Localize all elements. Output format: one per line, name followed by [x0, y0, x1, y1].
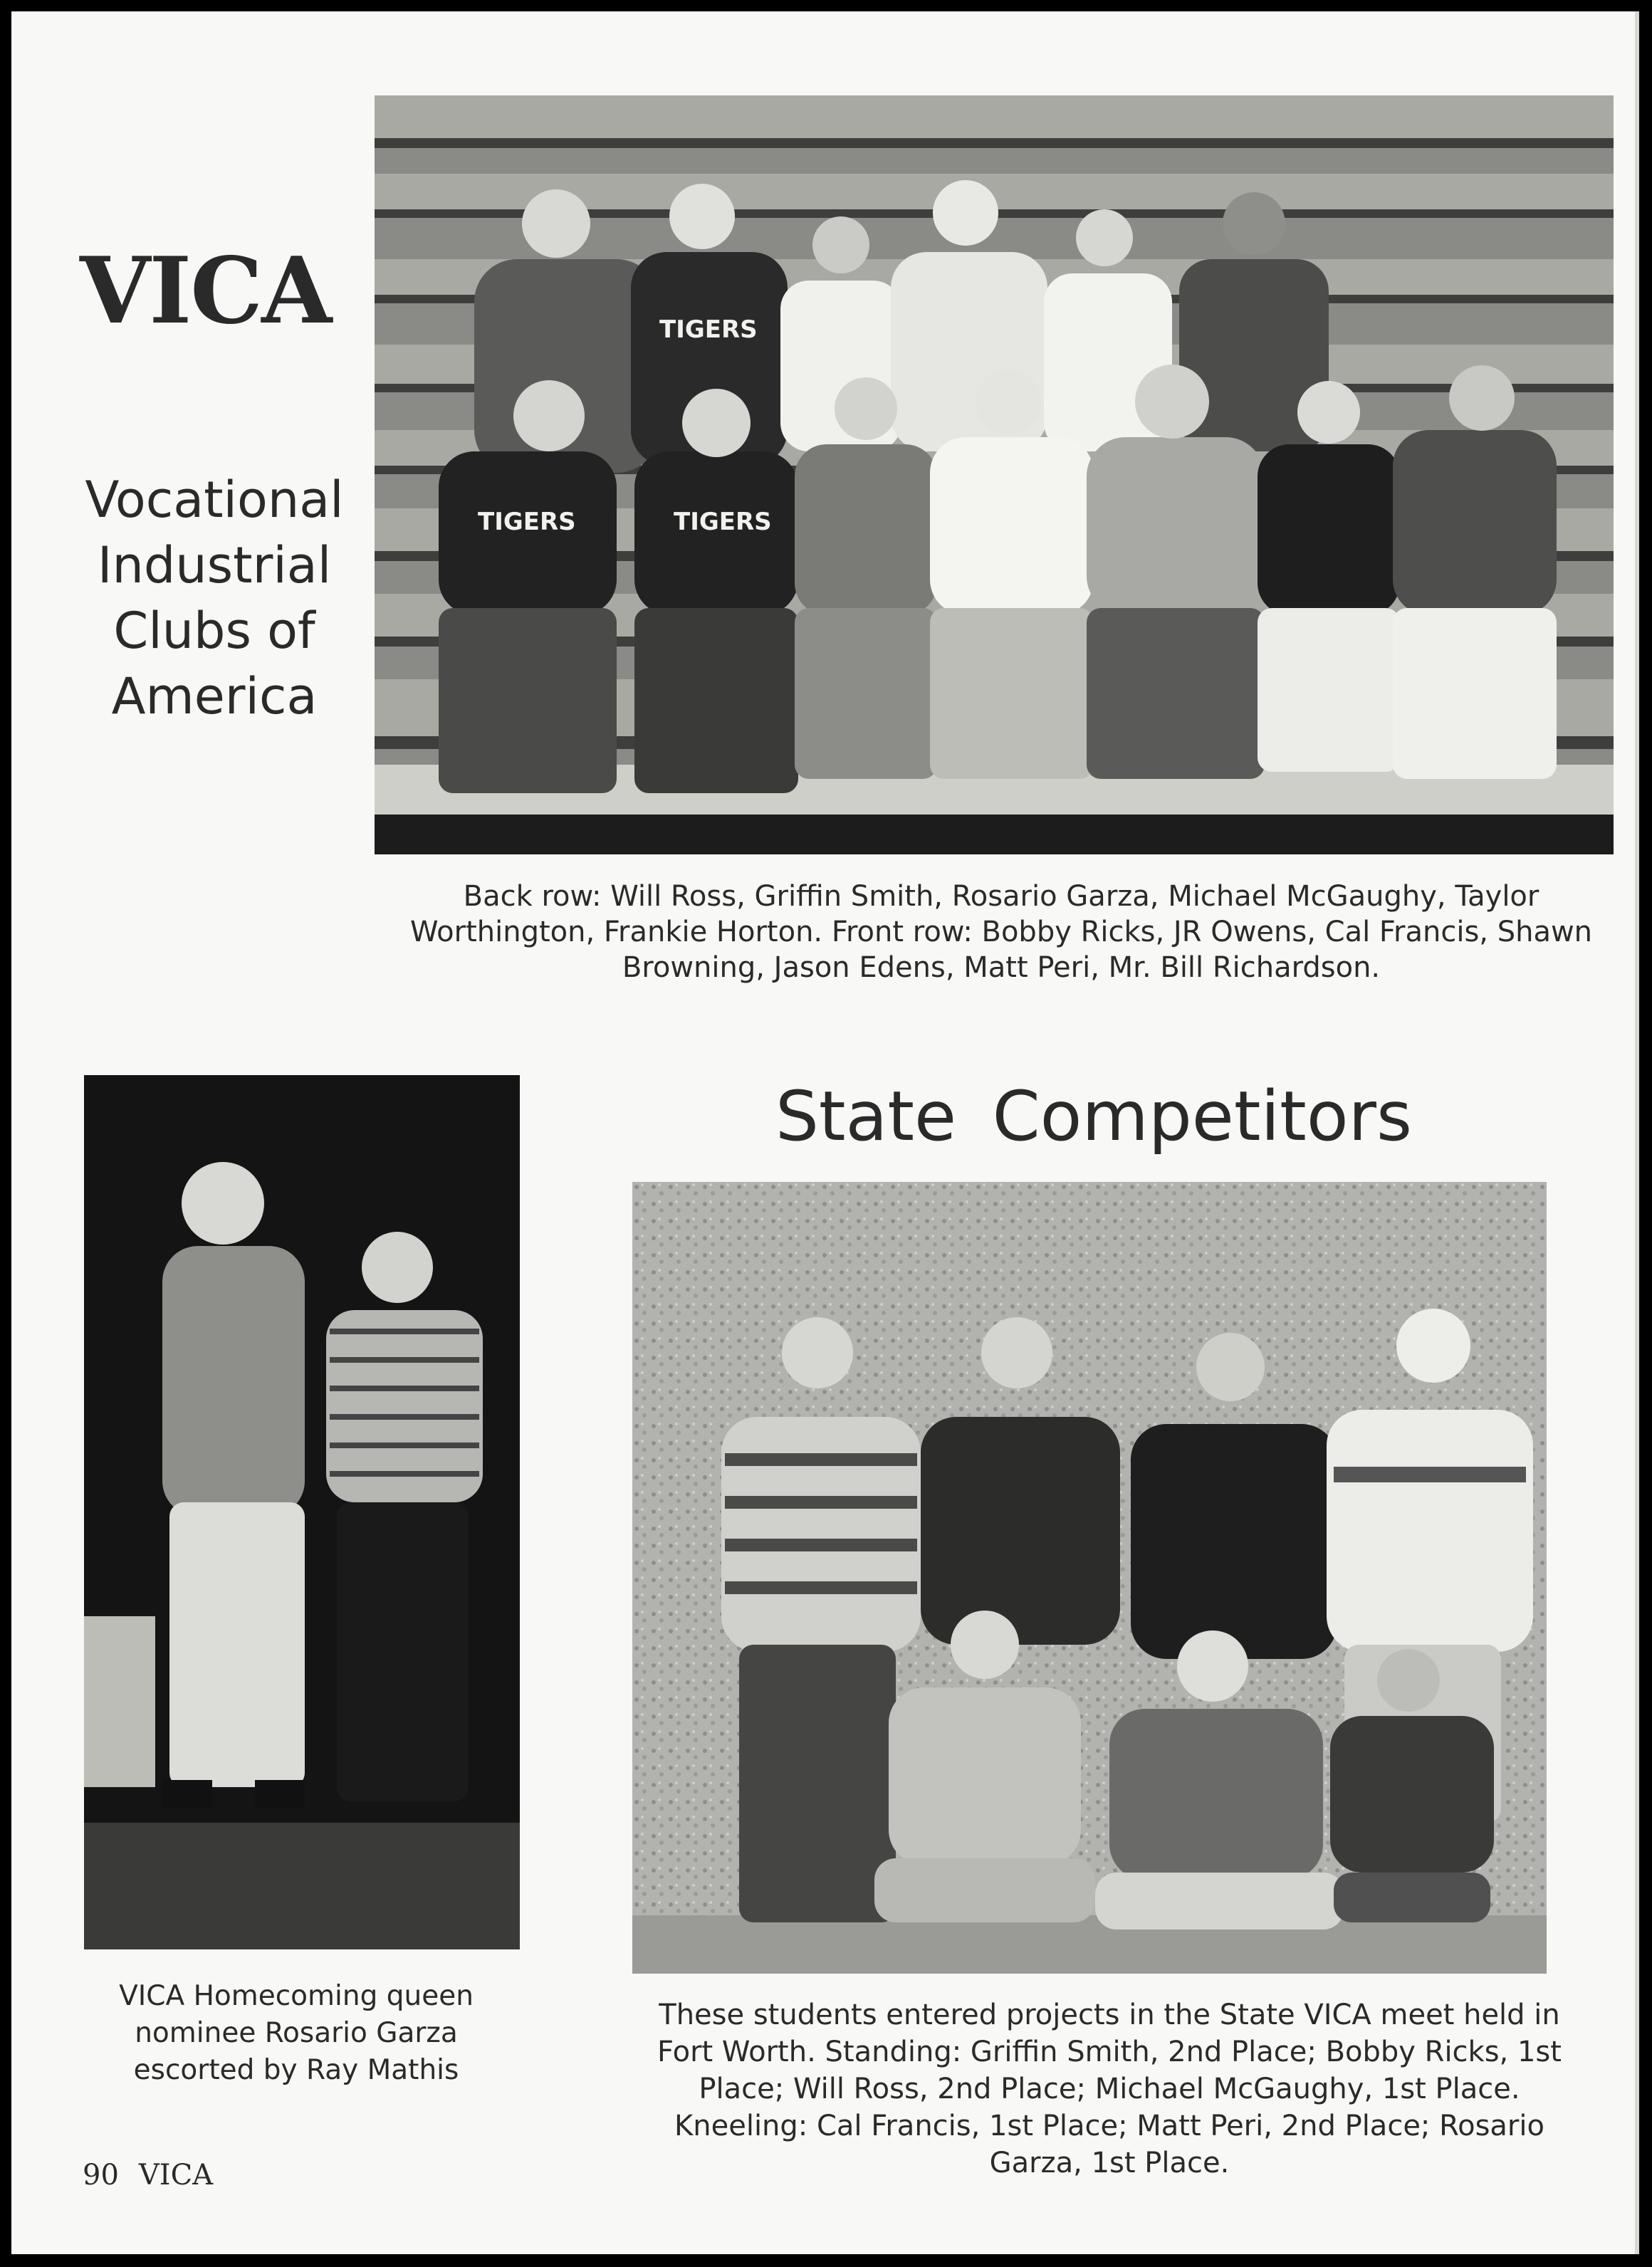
jersey-text: TIGERS	[478, 508, 576, 536]
subtitle-line: Industrial	[97, 536, 332, 595]
page-number: 90	[83, 2159, 119, 2192]
page-folio	[83, 2159, 233, 2192]
group-photo-caption: Back row: Will Ross, Griffin Smith, Rosario Garza, Michael McGaughy, Taylor Worthington, Frankie Horton. Front row: Bobby Ricks, JR Owens, Cal Francis, Shawn Browning, Jason Edens, Matt Peri, Mr. Bill Richardson.	[409, 880, 1593, 984]
state-competitors-photo	[632, 1182, 1547, 1974]
homecoming-caption: VICA Homecoming queen nominee Rosario Garza escorted by Ray Mathis	[119, 1980, 474, 2086]
section-title: VICA	[80, 238, 331, 345]
state-competitors-heading: State Competitors	[775, 1077, 1413, 1156]
subtitle-line: Clubs of	[113, 602, 315, 660]
subtitle-line: America	[111, 667, 318, 726]
section-subtitle	[40, 467, 389, 729]
subtitle-line: Vocational	[85, 471, 344, 529]
homecoming-photo	[84, 1075, 520, 1949]
state-competitors-caption: These students entered projects in the State VICA meet held in Fort Worth. Standing: Griffin Smith, 2nd Place; Bobby Ricks, 1st Place; Will Ross, 2nd Place; Michael McGaughy, 1st Place. Kneeling: Cal Francis, 1st Place; Matt Peri, 2nd Place; Rosario Garza, 1st Place.	[657, 1999, 1562, 2179]
jersey-text: TIGERS	[674, 508, 772, 536]
yearbook-page	[11, 11, 1639, 2254]
jersey-text: TIGERS	[659, 315, 758, 344]
vica-group-photo	[375, 95, 1614, 854]
folio-section: VICA	[138, 2159, 214, 2192]
